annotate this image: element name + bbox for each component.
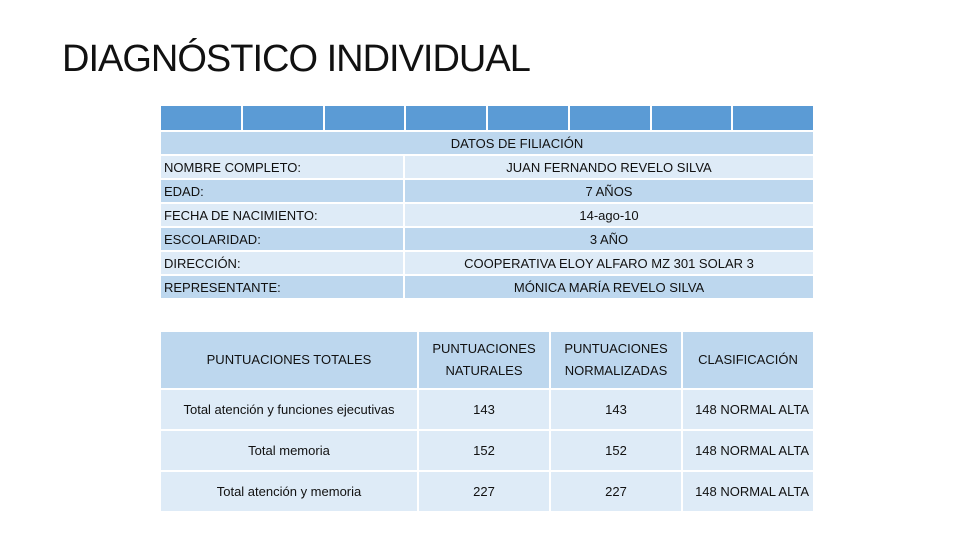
scores-header-row bbox=[161, 332, 813, 388]
table-row bbox=[161, 156, 813, 178]
row-label: DIRECCIÓN: bbox=[161, 252, 403, 274]
row-value: 3 AÑO bbox=[405, 228, 813, 250]
scores-table bbox=[161, 332, 813, 513]
row-label: ESCOLARIDAD: bbox=[161, 228, 403, 250]
filiation-table bbox=[161, 106, 813, 298]
row-value: JUAN FERNANDO REVELO SILVA bbox=[405, 156, 813, 178]
score-classification: 148 NORMAL ALTA bbox=[683, 431, 813, 470]
table-row bbox=[161, 431, 813, 470]
score-name: Total memoria bbox=[161, 431, 417, 470]
score-classification: 148 NORMAL ALTA bbox=[683, 472, 813, 511]
column-header: CLASIFICACIÓN bbox=[683, 332, 813, 388]
score-natural: 152 bbox=[419, 431, 549, 470]
row-label: EDAD: bbox=[161, 180, 403, 202]
score-name: Total atención y funciones ejecutivas bbox=[161, 390, 417, 429]
filiation-header-row bbox=[161, 132, 813, 154]
page-title: DIAGNÓSTICO INDIVIDUAL bbox=[62, 38, 530, 80]
row-label: FECHA DE NACIMIENTO: bbox=[161, 204, 403, 226]
row-label: NOMBRE COMPLETO: bbox=[161, 156, 403, 178]
score-classification: 148 NORMAL ALTA bbox=[683, 390, 813, 429]
score-natural: 227 bbox=[419, 472, 549, 511]
filiation-header: DATOS DE FILIACIÓN bbox=[450, 135, 584, 151]
table-row bbox=[161, 180, 813, 202]
table-row bbox=[161, 228, 813, 250]
row-value: 7 AÑOS bbox=[405, 180, 813, 202]
table-row bbox=[161, 204, 813, 226]
table-row bbox=[161, 252, 813, 274]
table-row bbox=[161, 276, 813, 298]
table-row bbox=[161, 472, 813, 511]
score-normalized: 143 bbox=[551, 390, 681, 429]
score-name: Total atención y memoria bbox=[161, 472, 417, 511]
score-natural: 143 bbox=[419, 390, 549, 429]
table-row bbox=[161, 390, 813, 429]
table-header-band bbox=[161, 106, 813, 130]
column-header: PUNTUACIONES TOTALES bbox=[161, 332, 417, 388]
row-value: MÓNICA MARÍA REVELO SILVA bbox=[405, 276, 813, 298]
row-label: REPRESENTANTE: bbox=[161, 276, 403, 298]
row-value: COOPERATIVA ELOY ALFARO MZ 301 SOLAR 3 bbox=[405, 252, 813, 274]
row-value: 14-ago-10 bbox=[405, 204, 813, 226]
score-normalized: 227 bbox=[551, 472, 681, 511]
column-header: PUNTUACIONES NORMALIZADAS bbox=[551, 332, 681, 388]
column-header: PUNTUACIONES NATURALES bbox=[419, 332, 549, 388]
score-normalized: 152 bbox=[551, 431, 681, 470]
